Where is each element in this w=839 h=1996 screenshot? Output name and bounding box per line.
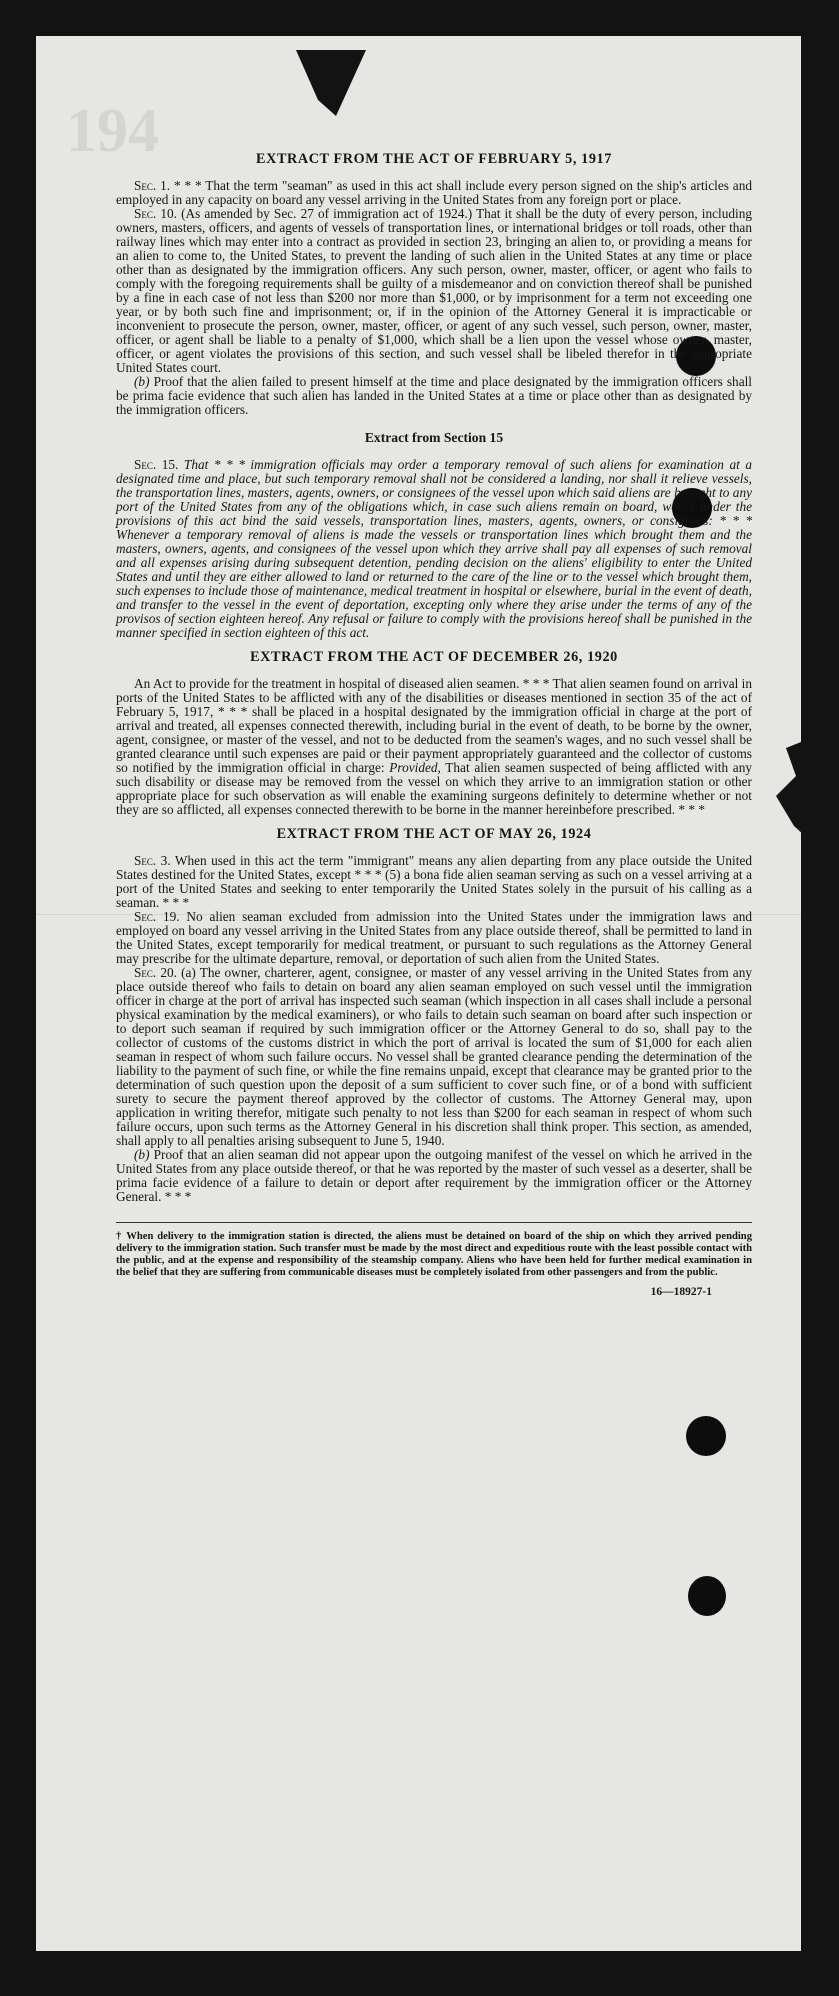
- torn-corner-icon: [296, 50, 366, 120]
- heading-section-15: Extract from Section 15: [364, 430, 504, 445]
- watermark-number: 194: [66, 97, 159, 165]
- paragraph-sec-15: Sec. 15. That * * * immigration officials may order a temporary removal of such aliens for examination at a designated time and place, but such temporary removal shall not be considered a landing, nor shall it relieve vessels, the transportation lines, masters, agents, owners, or consignees of the vessel upon which said aliens are brought to any port of the United States from any of the obligations which, in case such aliens remain on board, would under the provisions of this act bind the said vessels, transportation lines, masters, agents, owners, or consignees: * * * Whenever a temporary removal of aliens is made the vessels or transportation lines which brought them and the masters, owners, agents, and consignees of the vessel upon which they arrive shall pay all expenses of such removal and all expenses arising during subsequent detention, pending decision on the aliens' eligibility to enter the United States and until they are either allowed to land or returned to the care of the line or to the vessel which brought them, such expenses to include those of maintenance, medical treatment in hospital or elsewhere, burial in the event of death, and transfer to the vessel in the event of deportation, excepting only where they arise under the terms of any of the provisos of section eighteen hereof. Any refusal or failure to comply with the provisions hereof shall be punished in the manner specified in section eighteen of this act.: [116, 457, 753, 640]
- heading-act-1924: EXTRACT FROM THE ACT OF MAY 26, 1924: [276, 826, 592, 842]
- paragraph-act-1920: An Act to provide for the treatment in hospital of diseased alien seamen. * * * That alien seamen found on arrival in ports of the United States to be afflicted with any of the disabilities or diseases mentioned in section 35 of the act of February 5, 1917, * * * shall be placed in a hospital designated by the immigration official in charge at the port of arrival and treated, all expenses connected therewith, including burial in the event of death, to be borne by the owner, agent, consignee, or master of the vessel, and not to be deducted from the seamen's wages, and no such vessel shall be granted clearance until such expenses are paid or their payment appropriately guaranteed and the collector of customs so notified by the immigration official in charge: Provided, That alien seamen suspected of being afflicted with any such disability or disease may be removed from the vessel on which they arrive to an immigration station or other appropriate place for such observation as will enable the examining surgeons definitely to determine whether or not they are so afflicted, all expenses connected therewith to be borne in the manner hereinbefore prescribed. * * *: [116, 676, 752, 817]
- torn-edge-icon: [766, 736, 801, 846]
- footnote: † When delivery to the immigration station is directed, the aliens must be detained on board of the ship on which they arrived pending delivery to the immigration station. Such transfer must be made by the most direct and expeditious route with the least possible contact with the public, and at the expense and responsibility of the steamship company. Aliens who have been held for further medical examination in the belief that they are suffering from communicable diseases must be completely isolated from other passengers and from the public.: [116, 1222, 752, 1279]
- form-number: 16—18927-1: [650, 1286, 712, 1298]
- paragraph-sec-3: Sec. 3. When used in this act the term "immigrant" means any alien departing from any place outside the United States destined for the United States, except * * * (5) a bona fide alien seaman serving as such on a vessel arriving at a port of the United States and seeking to enter temporarily the United States solely in the pursuit of his calling as a seaman. * * *: [116, 853, 752, 910]
- paragraph-sec-20-a: Sec. 20. (a) The owner, charterer, agent, consignee, or master of any vessel arriving in the United States from any place outside thereof who fails to detain on board any alien seaman employed on such vessel until the immigration officer in charge at the port of arrival has inspected such seaman (which inspection in all cases shall include a personal physical examination by the medical examiners), or who fails to detain such seaman on board after such inspection or to deport such seaman if required by such immigration officer or the Attorney General to do so, shall pay to the collector of customs of the customs district in which the port of arrival is located the sum of $1,000 for each alien seaman in respect of whom such failure occurs. No vessel shall be granted clearance pending the determination of the liability to the payment of such fine, or while the fine remains unpaid, except that clearance may be granted prior to the determination of such question upon the deposit of a sum sufficient to cover such fine, or of a bond with sufficient surety to secure the payment thereof approved by the collector of customs. The Attorney General may, upon application in writing therefor, mitigate such penalty to not less than $200 for each seaman in respect of whom such failure occurs, upon such terms as the Attorney General in his discretion shall think proper. This section, as amended, shall apply to all penalties arising subsequent to June 5, 1940.: [116, 965, 752, 1148]
- heading-act-1917: EXTRACT FROM THE ACT OF FEBRUARY 5, 1917: [256, 151, 612, 167]
- paragraph-sec-10: Sec. 10. (As amended by Sec. 27 of immigration act of 1924.) That it shall be the duty of every person, including owners, masters, officers, and agents of vessels of transportation lines, or international bridges or toll roads, other than railway lines which may enter into a contract as provided in section 23, bringing an alien to, or providing a means for an alien to come to, the United States, to prevent the landing of such alien in the United States at any time or place other than as designated by the immigration officers. Any such person, owner, master, officer, or agent who fails to comply with the foregoing requirements shall be guilty of a misdemeanor and on conviction thereof shall be punished by a fine in each case of not less than $200 nor more than $1,000, or by imprisonment for a term not exceeding one year, or by both such fine and imprisonment; or, if in the opinion of the Attorney General it is impracticable or inconvenient to prosecute the person, owner, master, officer, or agent of any such vessel, such person, owner, master, officer, or agent shall be liable to a penalty of $1,000, which shall be a lien upon the vessel whose owner, master, officer, or agent violates the provisions of this section, and such vessel shall be libeled therefor in the appropriate United States court.: [116, 206, 753, 375]
- heading-act-1920: EXTRACT FROM THE ACT OF DECEMBER 26, 1920: [250, 649, 618, 665]
- document-body: [116, 152, 752, 1299]
- paragraph-sec-1: Sec. 1. * * * That the term "seaman" as used in this act shall include every person signed on the ship's articles and employed in any capacity on board any vessel arriving in the United States from any foreign port or place.: [116, 178, 752, 207]
- paragraph-sec-10-b: (b) Proof that the alien failed to present himself at the time and place designated by the immigration officers shall be prima facie evidence that such alien has landed in the United States at a time or place other than as designated by the immigration officers.: [116, 374, 752, 417]
- paragraph-sec-19: Sec. 19. No alien seaman excluded from admission into the United States under the immigration laws and employed on board any vessel arriving in the United States from any place outside thereof, shall be permitted to land in the United States, except temporarily for medical treatment, or pursuant to such regulations as the Attorney General may prescribe for the ultimate departure, removal, or deportation of such alien from the United States.: [116, 909, 752, 966]
- document-page: [36, 36, 801, 1951]
- punch-hole-3: [686, 1416, 726, 1456]
- punch-hole-4: [688, 1576, 726, 1616]
- paragraph-sec-20-b: (b) Proof that an alien seaman did not appear upon the outgoing manifest of the vessel on which he arrived in the United States from any place outside thereof, or that he was reported by the master of such vessel as a deserter, shall be prima facie evidence of a failure to detain or deport after requirement by the immigration officer or the Attorney General. * * *: [116, 1147, 752, 1204]
